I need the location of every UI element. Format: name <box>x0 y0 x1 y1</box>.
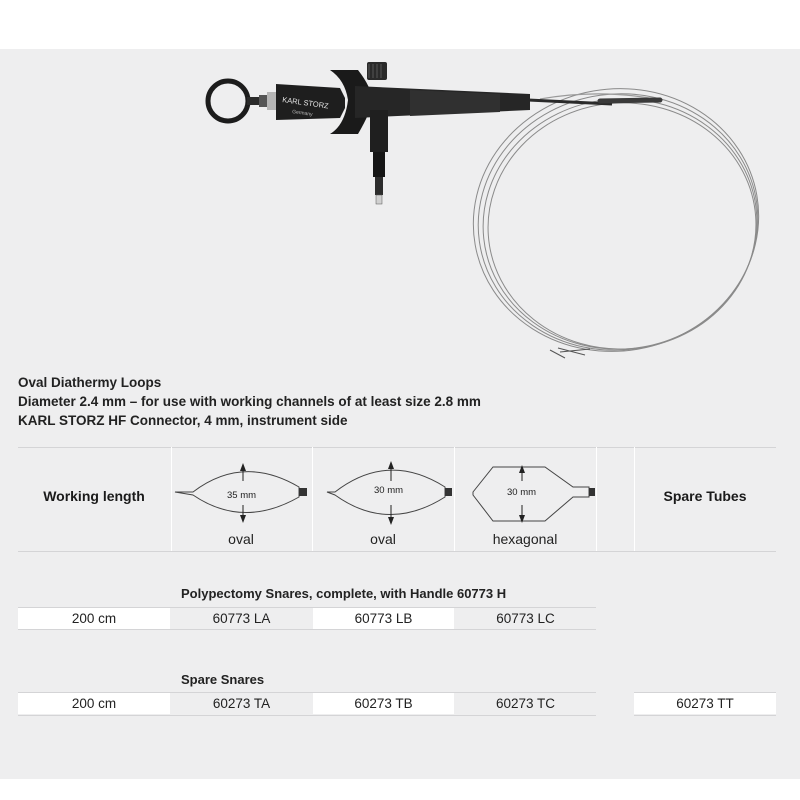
loop-size-label: 30 mm <box>507 487 537 498</box>
spare-tube-code-cell: 60273 TT <box>634 693 776 714</box>
spare-tubes-row-line <box>634 715 776 716</box>
spare-snares-section-title: Spare Snares <box>181 672 265 687</box>
loop-shape-label: hexagonal <box>492 531 558 547</box>
description-title: Oval Diathermy Loops <box>18 375 162 390</box>
polypectomy-row-line <box>18 629 596 630</box>
spare-snares-length-cell: 200 cm <box>18 693 170 714</box>
header-divider <box>596 447 597 551</box>
spare-snares-code-cell: 60273 TA <box>171 693 312 714</box>
polypectomy-section-title: Polypectomy Snares, complete, with Handle 60773 H <box>181 586 507 601</box>
handle-origin-text: Germany <box>291 109 313 118</box>
header-bottom-line <box>18 551 776 552</box>
spare-snares-code-cell: 60273 TC <box>455 693 596 714</box>
loop-shape-label: oval <box>228 531 254 547</box>
spare-snares-row-line <box>18 715 596 716</box>
spare-tubes-header: Spare Tubes <box>663 488 747 504</box>
product-description <box>18 373 481 430</box>
polypectomy-length-cell: 200 cm <box>18 608 170 629</box>
polypectomy-code-cell: 60773 LA <box>171 608 312 629</box>
header-top-line <box>18 447 776 448</box>
handle-brand-text: KARL STORZ <box>281 95 330 111</box>
loop-shape-label: oval <box>370 531 396 547</box>
polypectomy-code-cell: 60773 LB <box>313 608 454 629</box>
loop-size-label: 35 mm <box>227 490 257 501</box>
polypectomy-code-cell: 60773 LC <box>455 608 596 629</box>
loop-size-label: 30 mm <box>374 485 404 496</box>
working-length-header: Working length <box>43 488 145 504</box>
description-diameter: Diameter 2.4 mm – for use with working channels of at least size 2.8 mm <box>18 394 481 409</box>
description-connector: KARL STORZ HF Connector, 4 mm, instrument side <box>18 413 348 428</box>
spare-snares-code-cell: 60273 TB <box>313 693 454 714</box>
